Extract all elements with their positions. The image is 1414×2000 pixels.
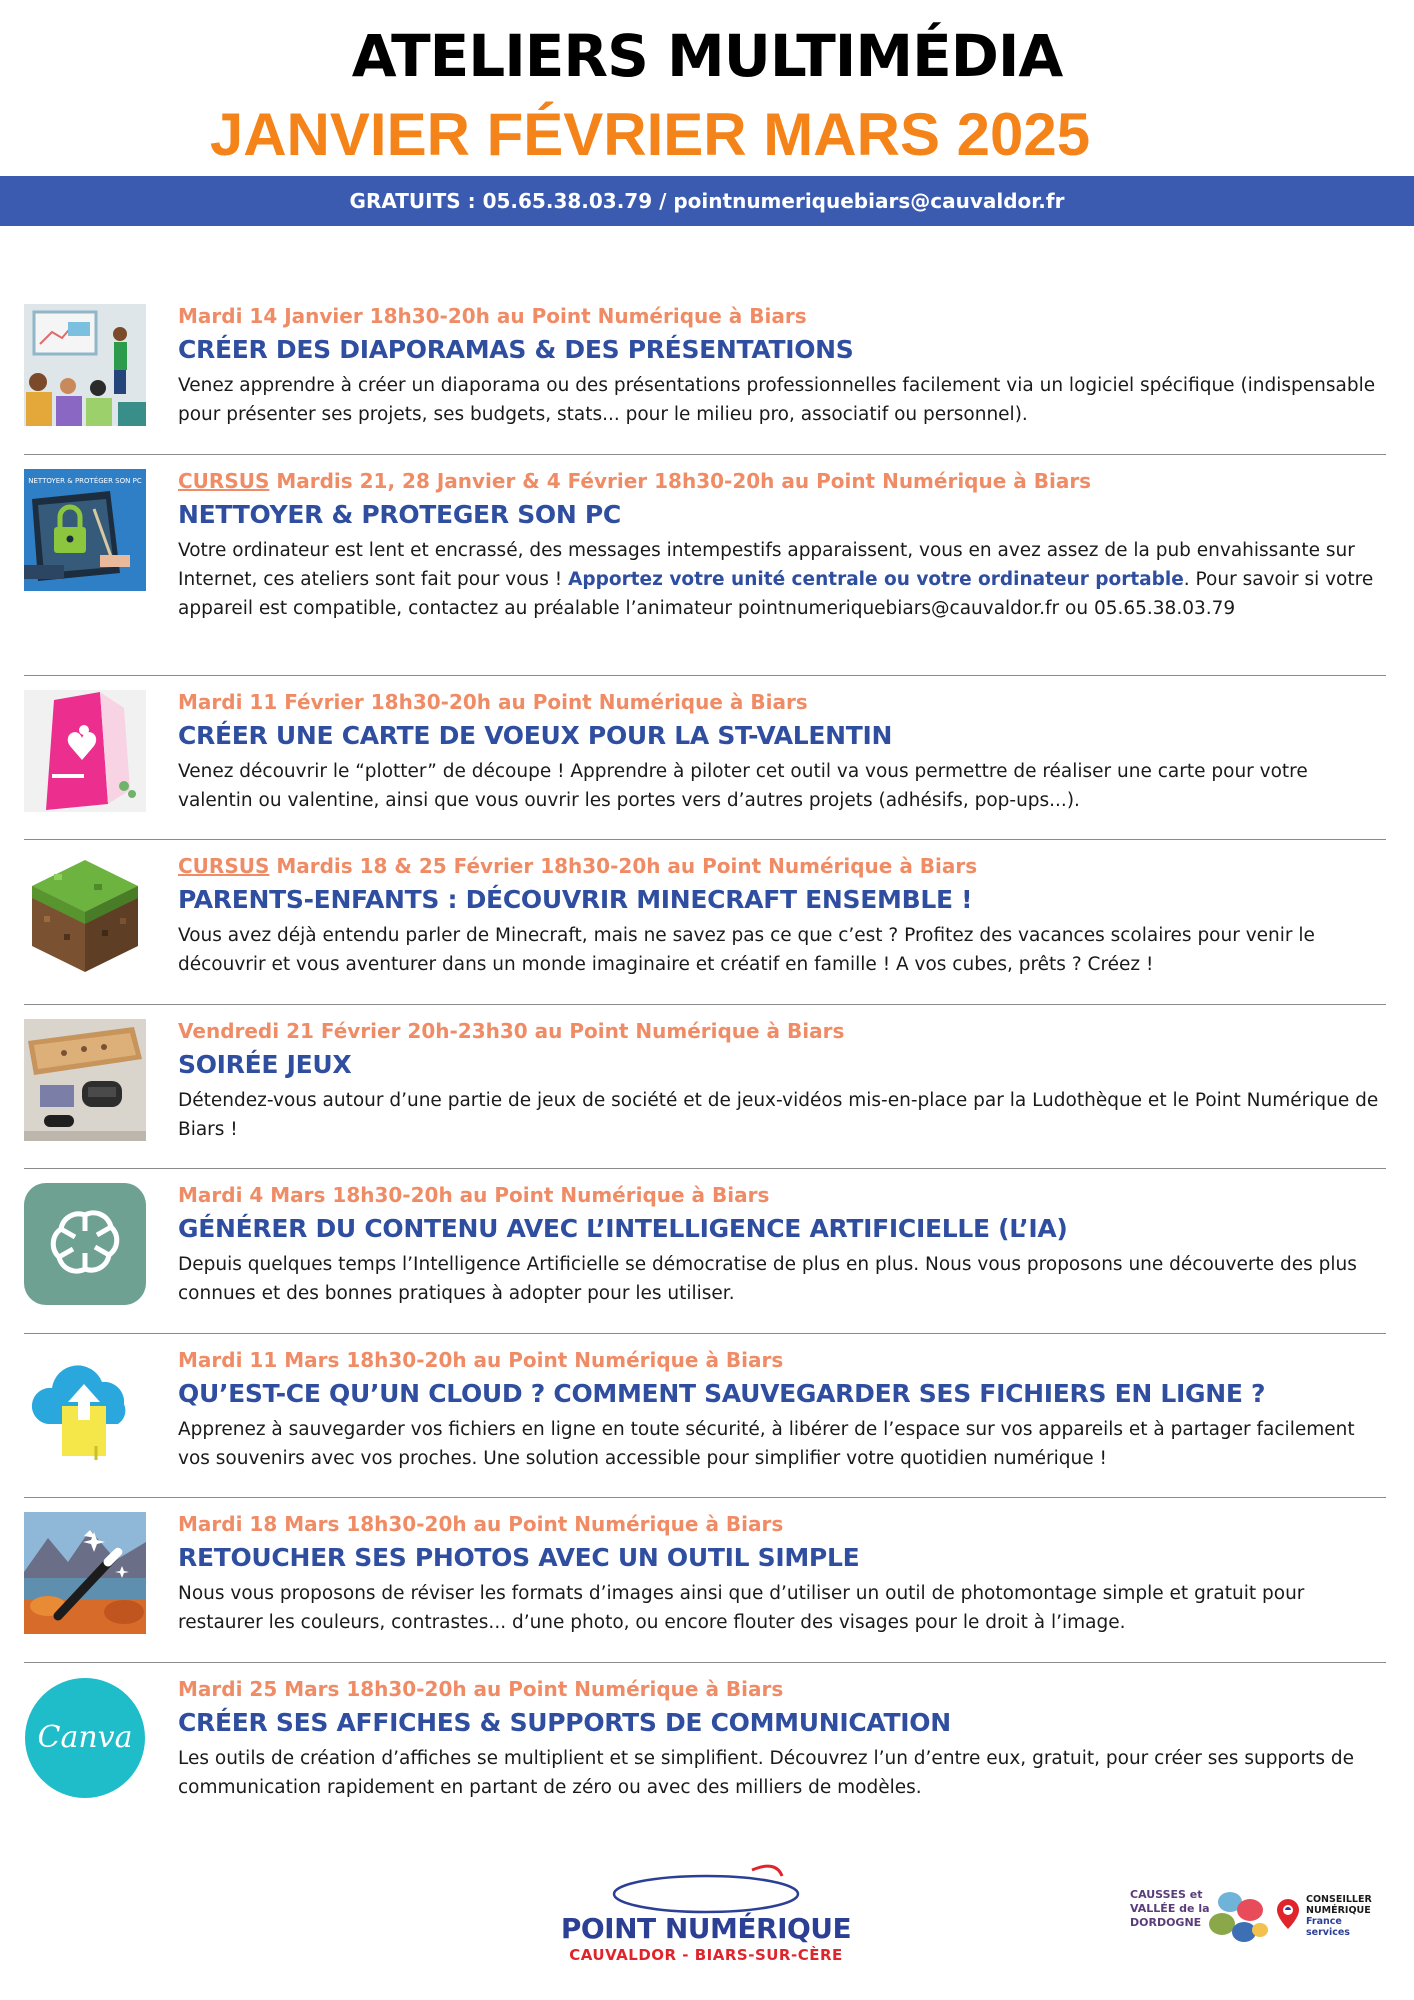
event-date: Mardis 18 & 25 Février 18h30-20h au Point Numérique à Biars (269, 854, 978, 878)
event-description: Venez apprendre à créer un diaporama ou des présentations professionnelles facilement via un logiciel spécifique (indispensable pour présenter ses projets, ses budgets, stats... pour le milieu pro, associatif ou personnel). (178, 375, 1376, 425)
logo-swoosh-icon (556, 1860, 856, 1920)
page-title: ATELIERS MULTIMÉDIA (351, 22, 1063, 90)
event-date: Mardi 18 Mars 18h30-20h au Point Numérique à Biars (178, 1512, 784, 1536)
minecraft-block-thumbnail (24, 854, 146, 976)
canva-logo-icon (24, 1677, 146, 1799)
cc-line: VALLÉE de la (1130, 1902, 1210, 1915)
conseiller-numerique-logo (1276, 1894, 1396, 1954)
chatgpt-icon (24, 1183, 146, 1305)
point-numerique-location: CAUVALDOR - BIARS-SUR-CÈRE (569, 1946, 843, 1964)
cauvaldor-pebbles-icon (1200, 1882, 1270, 1952)
event-description: Nous vous proposons de réviser les formats d’images ainsi que d’utiliser un outil de photomontage simple et gratuit pour restaurer les couleurs, contrastes... d’une photo, ou encore flouter des visages pour le droit à l’image. (178, 1583, 1305, 1633)
cursus-label: CURSUS (178, 854, 270, 878)
event-title: QU’EST-CE QU’UN CLOUD ? COMMENT SAUVEGARDER SES FICHIERS EN LIGNE ? (178, 1378, 1266, 1408)
game-night-thumbnail (24, 1019, 146, 1141)
event-description: Les outils de création d’affiches se multiplient et se simplifient. Découvrez l’un d’entre eux, gratuit, pour créer ses supports de communication rapidement en partant de zéro ou avec des milliers de modèles. (178, 1747, 1354, 1798)
event-item (24, 455, 1386, 676)
cc-line: DORDOGNE (1130, 1916, 1202, 1929)
canva-label: Canva (37, 1719, 133, 1755)
event-list (24, 290, 1386, 1827)
desc-highlight: Apportez votre unité centrale ou votre ordinateur portable (568, 568, 1184, 590)
event-item (24, 1169, 1386, 1334)
cloud-upload-icon (24, 1348, 146, 1470)
event-date: Mardis 21, 28 Janvier & 4 Février 18h30-20h au Point Numérique à Biars (269, 468, 1092, 493)
event-description: Depuis quelques temps l’Intelligence Artificielle se démocratise de plus en plus. Nous vous proposons une découverte des plus connues et des bonnes pratiques à adopter pour les utiliser. (178, 1254, 1357, 1304)
event-date: Mardi 14 Janvier 18h30-20h au Point Numérique à Biars (178, 304, 807, 328)
event-date: Mardi 4 Mars 18h30-20h au Point Numérique à Biars (178, 1183, 770, 1207)
event-date: Mardi 11 Mars 18h30-20h au Point Numérique à Biars (178, 1347, 784, 1372)
event-item (24, 1663, 1386, 1828)
cc-line: CAUSSES et (1130, 1888, 1203, 1901)
event-description (178, 536, 1386, 623)
event-title: RETOUCHER SES PHOTOS AVEC UN OUTIL SIMPLE (178, 1543, 860, 1572)
point-numerique-name: POINT NUMÉRIQUE (560, 1912, 852, 1945)
event-item (24, 676, 1386, 841)
cauvaldor-logo (1130, 1882, 1270, 1972)
event-title: GÉNÉRER DU CONTENU AVEC L’INTELLIGENCE ARTIFICIELLE (L’IA) (178, 1214, 1068, 1243)
thumbnail-label: NETTOYER & PROTÉGER SON PC (28, 476, 142, 485)
point-numerique-logo (556, 1860, 856, 1970)
contact-banner: GRATUITS : 05.65.38.03.79 / pointnumeriquebiars@cauvaldor.fr (0, 176, 1414, 226)
cn-line: CONSEILLER (1306, 1894, 1372, 1905)
event-item (24, 1334, 1386, 1499)
event-description: Détendez-vous autour d’une partie de jeux de société et de jeux-vidéos mis-en-place par la Ludothèque et le Point Numérique de Biars ! (178, 1089, 1379, 1140)
event-description: Venez découvrir le “plotter” de découpe ! Apprendre à piloter cet outil va vous permettre de réaliser une carte pour votre valentin ou valentine, ainsi que vous ouvrir les portes vers d’autres projets (adhésifs, pop-ups...). (178, 760, 1308, 811)
event-item (24, 1005, 1386, 1170)
desc-part: . Pour savoir si votre appareil est compatible, contactez au préalable l’animateur pointnumeriquebiars@cauvaldor.fr ou 05.65.38.03.79 (178, 568, 1374, 619)
cn-line: France (1306, 1916, 1342, 1927)
event-item (24, 290, 1386, 455)
photo-edit-thumbnail (24, 1512, 146, 1634)
valentine-card-thumbnail (24, 690, 146, 812)
event-description: Apprenez à sauvegarder vos fichiers en ligne en toute sécurité, à libérer de l’espace sur vos appareils et à partager facilement vos souvenirs avec vos proches. Une solution accessible pour simplifier votre quotidien numérique ! (178, 1418, 1355, 1469)
event-date: Mardi 11 Février 18h30-20h au Point Numérique à Biars (178, 689, 808, 714)
event-title: NETTOYER & PROTEGER SON PC (178, 499, 621, 529)
pc-security-thumbnail (24, 469, 146, 591)
event-title: CRÉER SES AFFICHES & SUPPORTS DE COMMUNICATION (178, 1707, 951, 1737)
event-date: Mardi 25 Mars 18h30-20h au Point Numérique à Biars (178, 1676, 784, 1701)
event-title: CRÉER UNE CARTE DE VOEUX POUR LA ST-VALENTIN (178, 720, 893, 750)
event-date: Vendredi 21 Février 20h-23h30 au Point Numérique à Biars (178, 1018, 845, 1043)
cn-line: NUMÉRIQUE (1306, 1905, 1371, 1916)
event-title: SOIRÉE JEUX (178, 1049, 352, 1079)
desc-part: Votre ordinateur est lent et encrassé, des messages intempestifs apparaissent, vous en avez assez de la pub envahissante sur Internet, ces ateliers sont fait pour vous ! (178, 539, 1355, 590)
event-item (24, 1498, 1386, 1663)
presentation-thumbnail (24, 304, 146, 426)
event-description: Vous avez déjà entendu parler de Minecraft, mais ne savez pas ce que c’est ? Profitez des vacances scolaires pour venir le découvrir et vous aventurer dans un monde imaginaire et créatif en famille ! A vos cubes, prêts ? Créez ! (178, 925, 1315, 975)
cn-line: services (1306, 1927, 1350, 1938)
event-title: PARENTS-ENFANTS : DÉCOUVRIR MINECRAFT ENSEMBLE ! (178, 885, 973, 914)
location-pin-icon (1276, 1898, 1300, 1930)
event-title: CRÉER DES DIAPORAMAS & DES PRÉSENTATIONS (178, 335, 854, 364)
cursus-label: CURSUS (178, 468, 270, 493)
event-item (24, 840, 1386, 1005)
page-subtitle: JANVIER FÉVRIER MARS 2025 (209, 101, 1091, 168)
